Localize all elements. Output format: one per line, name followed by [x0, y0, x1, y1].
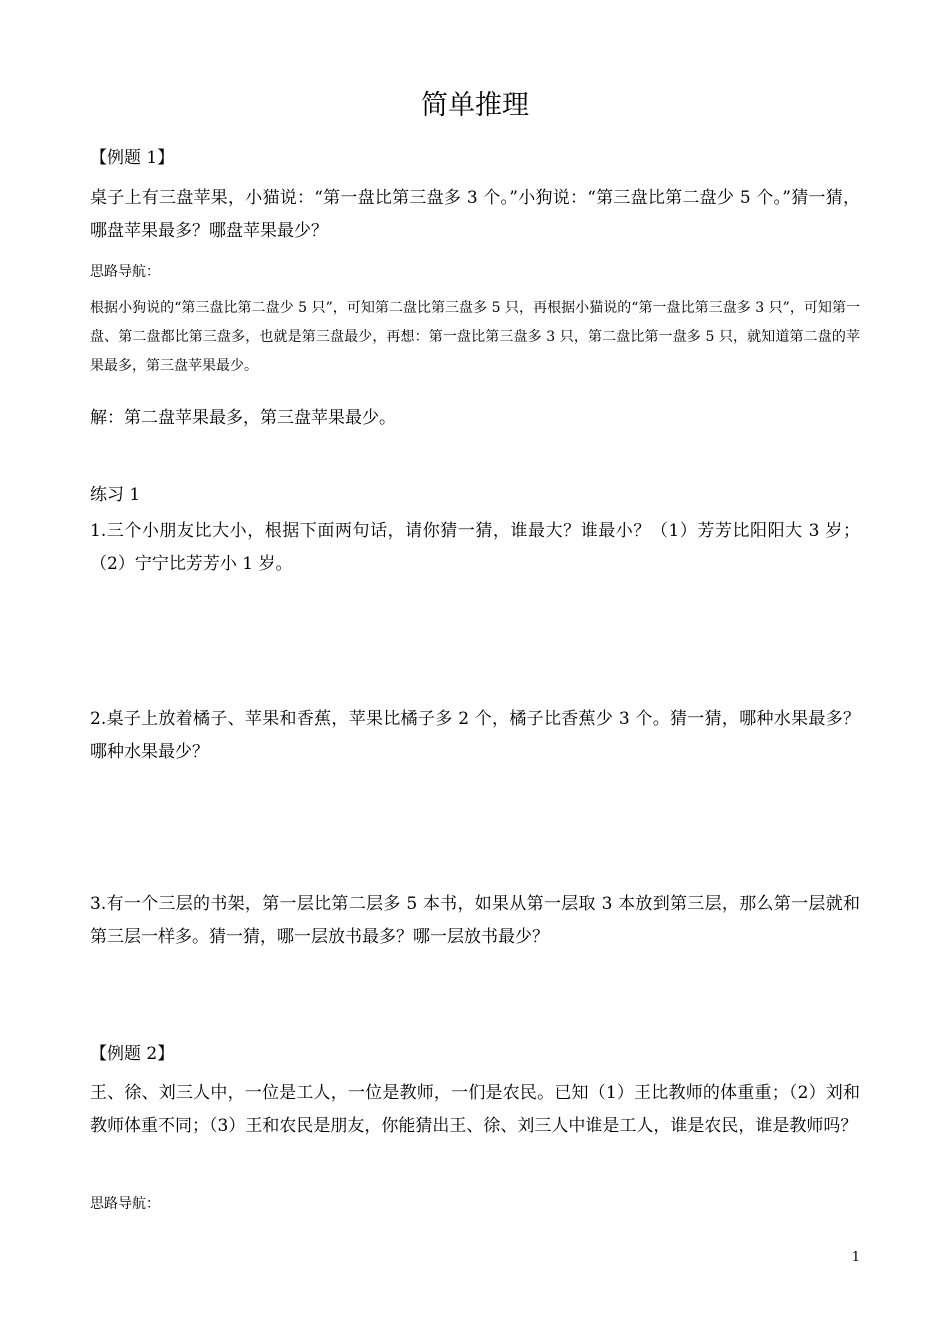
- example-1-answer: 解：第二盘苹果最多，第三盘苹果最少。: [90, 408, 396, 428]
- practice-1-heading: 练习 1: [90, 485, 141, 505]
- example-2-heading: 【例题 2】: [90, 1044, 175, 1064]
- practice-1-question-3: 3.有一个三层的书架，第一层比第二层多 5 本书，如果从第一层取 3 本放到第三层，那么第一层就和第三层一样多。猜一猜，哪一层放书最多？哪一层放书最少？: [90, 894, 860, 947]
- example-1-heading: 【例题 1】: [90, 148, 175, 168]
- example-1-hint: 根据小狗说的“第三盘比第二盘少 5 只”，可知第二盘比第三盘多 5 只，再根据小猫说的“第一盘比第三盘多 3 只”，可知第一盘、第二盘都比第三盘多，也就是第三盘最少，再想：第一盘比第三盘多 3 只，第二盘比第一盘多 5 只，就知道第二盘的苹果最多，第三盘苹果最少。: [90, 300, 860, 374]
- example-2-question: 王、徐、刘三人中，一位是工人，一位是教师，一们是农民。已知（1）王比教师的体重重；（2）刘和教师体重不同；（3）王和农民是朋友，你能猜出王、徐、刘三人中谁是工人，谁是农民，谁是教师吗？: [90, 1083, 860, 1136]
- practice-1-question-2: 2.桌子上放着橘子、苹果和香蕉，苹果比橘子多 2 个，橘子比香蕉少 3 个。猜一猜，哪种水果最多？哪种水果最少？: [90, 709, 860, 762]
- example-1-hint-label: 思路导航：: [90, 264, 160, 280]
- example-1-question: 桌子上有三盘苹果，小猫说：“第一盘比第三盘多 3 个。”小狗说：“第三盘比第二盘少 5 个。”猜一猜，哪盘苹果最多？哪盘苹果最少？: [90, 188, 860, 241]
- page-number: 1: [851, 1250, 860, 1265]
- practice-1-question-1: 1.三个小朋友比大小，根据下面两句话，请你猜一猜，谁最大？谁最小？（1）芳芳比阳阳大 3 岁；（2）宁宁比芳芳小 1 岁。: [90, 521, 860, 574]
- page-title: 简单推理: [421, 90, 529, 121]
- example-2-hint-label: 思路导航：: [90, 1196, 160, 1212]
